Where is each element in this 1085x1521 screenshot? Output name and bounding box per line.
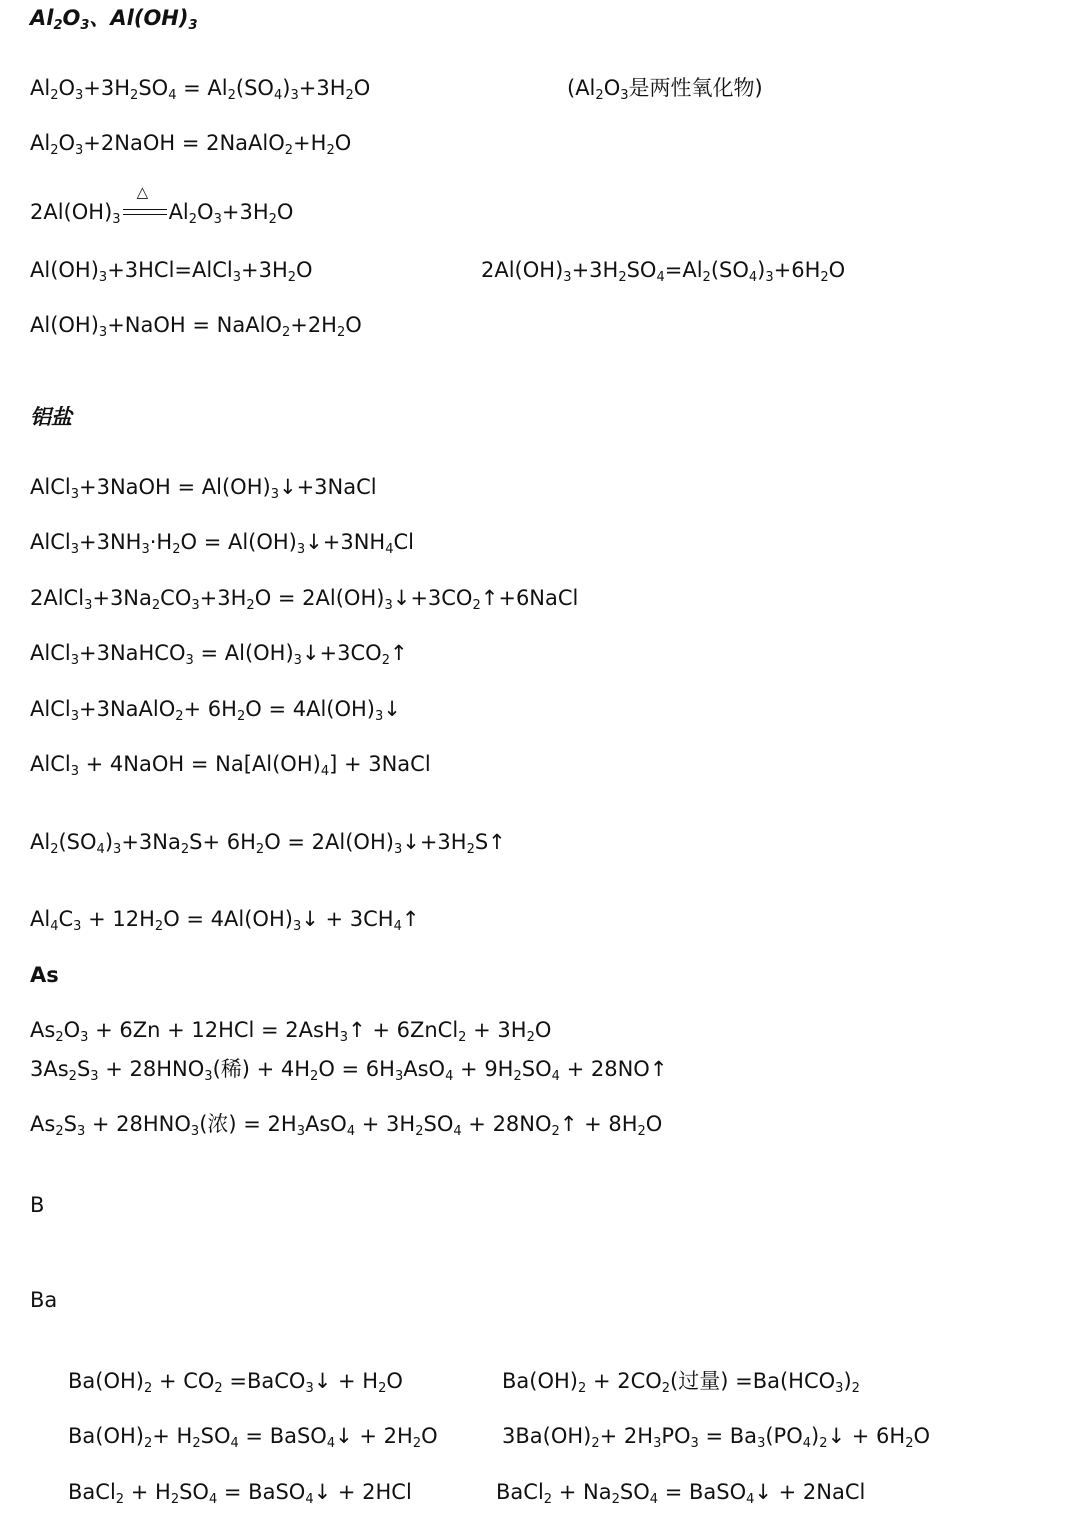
section-title-alumina: $Al_2O_3$、$Al(OH)_3$ <box>30 6 198 33</box>
equation-aloh3-hcl: $Al(OH)_3+3HCl=AlCl_3+3H_2O$ <box>30 258 313 285</box>
equation-alcl3-na2co3: $2AlCl_3+3Na_2CO_3+3H_2O$ = $2Al(OH)_3↓+3CO_2↑+6NaCl$ <box>30 586 579 613</box>
equation-baoh2-h3po3: $3Ba(OH)_2+ 2H_3PO_3$ = $Ba_3(PO_4)_2↓ + 6H_2O$ <box>502 1424 931 1451</box>
equation-aloh3-heat-right: $Al_2O_3+3H_2O$ <box>168 200 294 227</box>
equation-aloh3-h2so4: $2Al(OH)_3+3H_2SO_4=Al_2(SO_4)_3+6H_2O$ <box>481 258 846 285</box>
equation-baoh2-co2: $Ba(OH)_2 + CO_2$ =BaCO$_3$↓ + $H_2O$ <box>68 1369 403 1396</box>
section-title-b: B <box>30 1193 45 1217</box>
equation-al2so43-na2s: $Al_2(SO_4)_3+3Na_2S+ 6H_2O$ = $2Al(OH)_3↓+3H_2S↑$ <box>30 830 506 857</box>
equation-bacl2-h2so4: BaCl$_2$ + $H_2SO_4$ = BaSO$_4$↓ + 2HCl <box>68 1480 412 1507</box>
equation-bacl2-na2so4: BaCl$_2$ + $Na_2SO_4$ = BaSO$_4$↓ + 2NaCl <box>496 1480 866 1507</box>
equation-aloh3-heat <box>30 183 294 227</box>
equation-al2o3-naoh: $Al_2O_3+2NaOH$ = $2NaAlO_2+H_2O$ <box>30 131 352 158</box>
equation-alcl3-naalo2: AlCl$_3$+3NaAlO$_2$+ $6H_2O$ = $4Al(OH)_3↓$ <box>30 697 401 724</box>
note-amphoteric: ($Al_2O_3$是两性氧化物) <box>567 76 763 103</box>
equation-as2s3-dilute: $3As_2S_3 + 28HNO_3$(稀) + $4H_2O = 6H_3AsO_4 + 9H_2SO_4$ + 28NO↑ <box>30 1057 668 1084</box>
equation-alcl3-naoh: AlCl$_3$+3NaOH = $Al(OH)_3↓+3NaCl$ <box>30 475 377 502</box>
equation-baoh2-h2so4: $Ba(OH)_2+ H_2SO_4$ = BaSO$_4$↓ + $2H_2O$ <box>68 1424 438 1451</box>
section-title-aluminum-salt: 铝盐 <box>30 405 72 429</box>
equation-baoh2-co2-excess: $Ba(OH)_2 + 2CO_2$(过量) $=Ba(HCO_3)_2$ <box>502 1369 860 1396</box>
equation-as2s3-conc: $As_2S_3 + 28HNO_3$(浓) = $2H_3AsO_4 + 3H_2SO_4$ + $28NO_2↑ + 8H_2O$ <box>30 1112 663 1139</box>
equation-aloh3-naoh: $Al(OH)_3+NaOH$ = $NaAlO_2+2H_2O$ <box>30 313 362 340</box>
equation-alcl3-nh3: $AlCl_3+3NH_3\cdot H_2O$ = $Al(OH)_3↓+3NH_4Cl$ <box>30 530 414 557</box>
section-title-as: As <box>30 963 59 987</box>
equation-alcl3-nahco3: AlCl$_3$+3NaHCO$_3$ = $Al(OH)_3↓+3CO_2↑$ <box>30 641 408 668</box>
equation-al2o3-h2so4: $Al_2O_3+3H_2SO_4 = Al_2(SO_4)_3+3H_2O$ <box>30 76 371 103</box>
equation-alcl3-naoh-excess: AlCl$_3$ + 4NaOH = $Na[Al(OH)_4]$ + 3NaCl <box>30 752 431 779</box>
equation-aloh3-heat-left: $2Al(OH)_3$ <box>30 200 121 227</box>
section-title-ba: Ba <box>30 1288 58 1312</box>
heating-condition <box>121 183 169 226</box>
equation-al4c3-h2o: $Al_4C_3 + 12H_2O$ = $4Al(OH)_3↓$ + $3CH_4↑$ <box>30 907 420 934</box>
equation-as2o3-zn: $As_2O_3 + 6Zn + 12HCl$ = 2AsH$_3$↑ + 6ZnCl$_2$ + $3H_2O$ <box>30 1018 552 1045</box>
heat-triangle-icon: △ <box>136 183 149 201</box>
